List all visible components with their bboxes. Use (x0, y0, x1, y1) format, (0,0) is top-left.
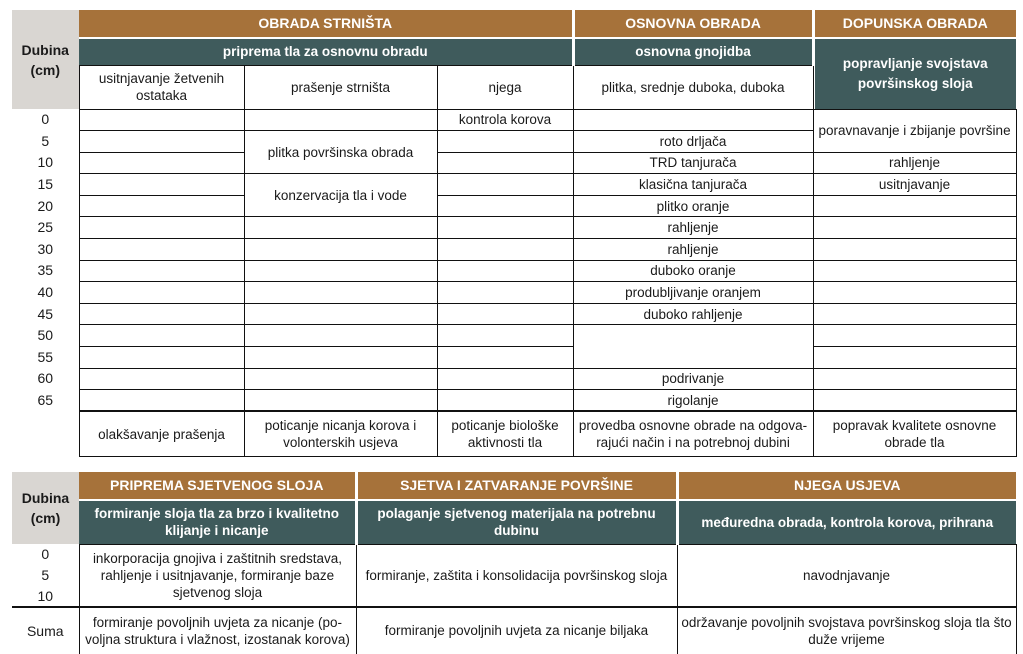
cell (244, 239, 437, 261)
depth-label: 0 (12, 109, 79, 131)
cell (244, 303, 437, 325)
cell (813, 282, 1016, 304)
cell (437, 217, 573, 239)
cell (244, 390, 437, 412)
cell: produbljivanje oranjem (573, 282, 813, 304)
depth-label: 40 (12, 282, 79, 304)
column-header-care: njega (437, 65, 573, 109)
cell: TRD tanjurača (573, 152, 813, 174)
cell (79, 390, 244, 412)
group-subtitle-seedbed: formiranje sloja tla za brzo i kvalitetno klijanje i nicanje (79, 500, 356, 544)
sum-cell: održavanje povoljnih svojstava površinskog sloja tla što duže vrijeme (677, 607, 1016, 654)
depth-label: 50 (12, 325, 79, 347)
cell: duboko oranje (573, 260, 813, 282)
sum-label: Suma (12, 607, 79, 654)
footer-cell: olakšavanje prašenja (79, 411, 244, 456)
cell (573, 325, 813, 368)
sowing-body: formiranje, zaštita i konsolidacija površinskog sloja (356, 544, 677, 607)
depth-label: 55 (12, 347, 79, 369)
cell (437, 195, 573, 217)
cell (79, 303, 244, 325)
cell (79, 347, 244, 369)
cell: podrivanje (573, 368, 813, 390)
column-header-residue: usitnjavanje žetvenih ostataka (79, 65, 244, 109)
cell (79, 152, 244, 174)
seedbed-body: inkorporacija gnojiva i zaštitnih sredstava, rahljenje i usitnjavanje, formiranje baze sjetvenog sloja (79, 544, 356, 607)
depth-label: 65 (12, 390, 79, 412)
group-subtitle-supplementary: popravljanje svojstava površinskog sloja (813, 38, 1016, 109)
depth-label: 15 (12, 174, 79, 196)
footer-cell: poticanje nicanja korova i volonterskih usjeva (244, 411, 437, 456)
cell (244, 347, 437, 369)
cell (437, 152, 573, 174)
depth-header: Dubina (cm) (12, 10, 79, 109)
cell (437, 303, 573, 325)
cell-leveling: poravnavanje i zbijanje površine (813, 109, 1016, 152)
depth-label: 0 (12, 544, 79, 565)
sum-cell: formiranje povoljnih uvjeta za nicanje (po- voljna struktura i vlažnost, izostanak korova) (79, 607, 356, 654)
cell: rahljenje (813, 152, 1016, 174)
cell-shallow-surface: plitka površinska obrada (244, 131, 437, 174)
group-subtitle-stubble: priprema tla za osnovnu obradu (79, 38, 573, 65)
cell (79, 325, 244, 347)
group-title-stubble: OBRADA STRNIŠTA (79, 10, 573, 38)
cell (244, 368, 437, 390)
cell (813, 390, 1016, 412)
seeding-table (12, 472, 1017, 654)
cell (437, 239, 573, 261)
cell-weed-control: kontrola korova (437, 109, 573, 131)
cell (813, 368, 1016, 390)
cell (79, 368, 244, 390)
soil-tillage-table (12, 10, 1017, 457)
group-subtitle-crop-care: međuredna obrada, kontrola korova, prihrana (677, 500, 1016, 544)
cell: duboko rahljenje (573, 303, 813, 325)
cell (437, 390, 573, 412)
group-subtitle-sowing: polaganje sjetvenog materijala na potrebnu dubinu (356, 500, 677, 544)
group-title-primary: OSNOVNA OBRADA (573, 10, 813, 38)
cell (244, 282, 437, 304)
cell (813, 303, 1016, 325)
cell: plitko oranje (573, 195, 813, 217)
cell (244, 217, 437, 239)
cell (437, 368, 573, 390)
cell: klasična tanjurača (573, 174, 813, 196)
depth-label: 5 (12, 131, 79, 153)
cell: rahljenje (573, 239, 813, 261)
cell (244, 325, 437, 347)
footer-cell: poticanje biološke aktivnosti tla (437, 411, 573, 456)
column-header-depth-type: plitka, srednje duboka, duboka (573, 65, 813, 109)
depth-label: 35 (12, 260, 79, 282)
cell (79, 260, 244, 282)
cell (79, 195, 244, 217)
cell (244, 260, 437, 282)
cell (437, 282, 573, 304)
sum-cell: formiranje povoljnih uvjeta za nicanje biljaka (356, 607, 677, 654)
cell: rahljenje (573, 217, 813, 239)
cell (813, 195, 1016, 217)
depth-label: 60 (12, 368, 79, 390)
cell: roto drljača (573, 131, 813, 153)
cell-conservation: konzervacija tla i vode (244, 174, 437, 217)
group-title-seedbed: PRIPREMA SJETVENOG SLOJA (79, 472, 356, 500)
crop-care-body: navodnjavanje (677, 544, 1016, 607)
depth-label: 5 (12, 565, 79, 586)
depth-header: Dubina (cm) (12, 472, 79, 544)
footer-cell: provedba osnovne obrade na odgova- rajući način i na potrebnoj dubini (573, 411, 813, 456)
cell (79, 239, 244, 261)
cell (437, 131, 573, 153)
depth-label: 45 (12, 303, 79, 325)
cell: rigolanje (573, 390, 813, 412)
cell (79, 109, 244, 131)
column-header-stubble: prašenje strništa (244, 65, 437, 109)
depth-label: 10 (12, 586, 79, 607)
cell (437, 260, 573, 282)
cell (573, 109, 813, 131)
group-subtitle-primary: osnovna gnojidba (573, 38, 813, 65)
cell (79, 282, 244, 304)
cell (79, 131, 244, 153)
depth-label-empty (12, 411, 79, 456)
cell (813, 239, 1016, 261)
cell (437, 174, 573, 196)
cell (79, 174, 244, 196)
cell (437, 347, 573, 369)
depth-label: 30 (12, 239, 79, 261)
cell (244, 109, 437, 131)
cell (437, 325, 573, 347)
depth-label: 20 (12, 195, 79, 217)
depth-label: 10 (12, 152, 79, 174)
cell (79, 217, 244, 239)
group-title-supplementary: DOPUNSKA OBRADA (813, 10, 1016, 38)
cell (813, 325, 1016, 347)
cell (813, 347, 1016, 369)
footer-cell: popravak kvalitete osnovne obrade tla (813, 411, 1016, 456)
group-title-sowing: SJETVA I ZATVARANJE POVRŠINE (356, 472, 677, 500)
cell: usitnjavanje (813, 174, 1016, 196)
cell (813, 217, 1016, 239)
cell (813, 260, 1016, 282)
depth-label: 25 (12, 217, 79, 239)
group-title-crop-care: NJEGA USJEVA (677, 472, 1016, 500)
